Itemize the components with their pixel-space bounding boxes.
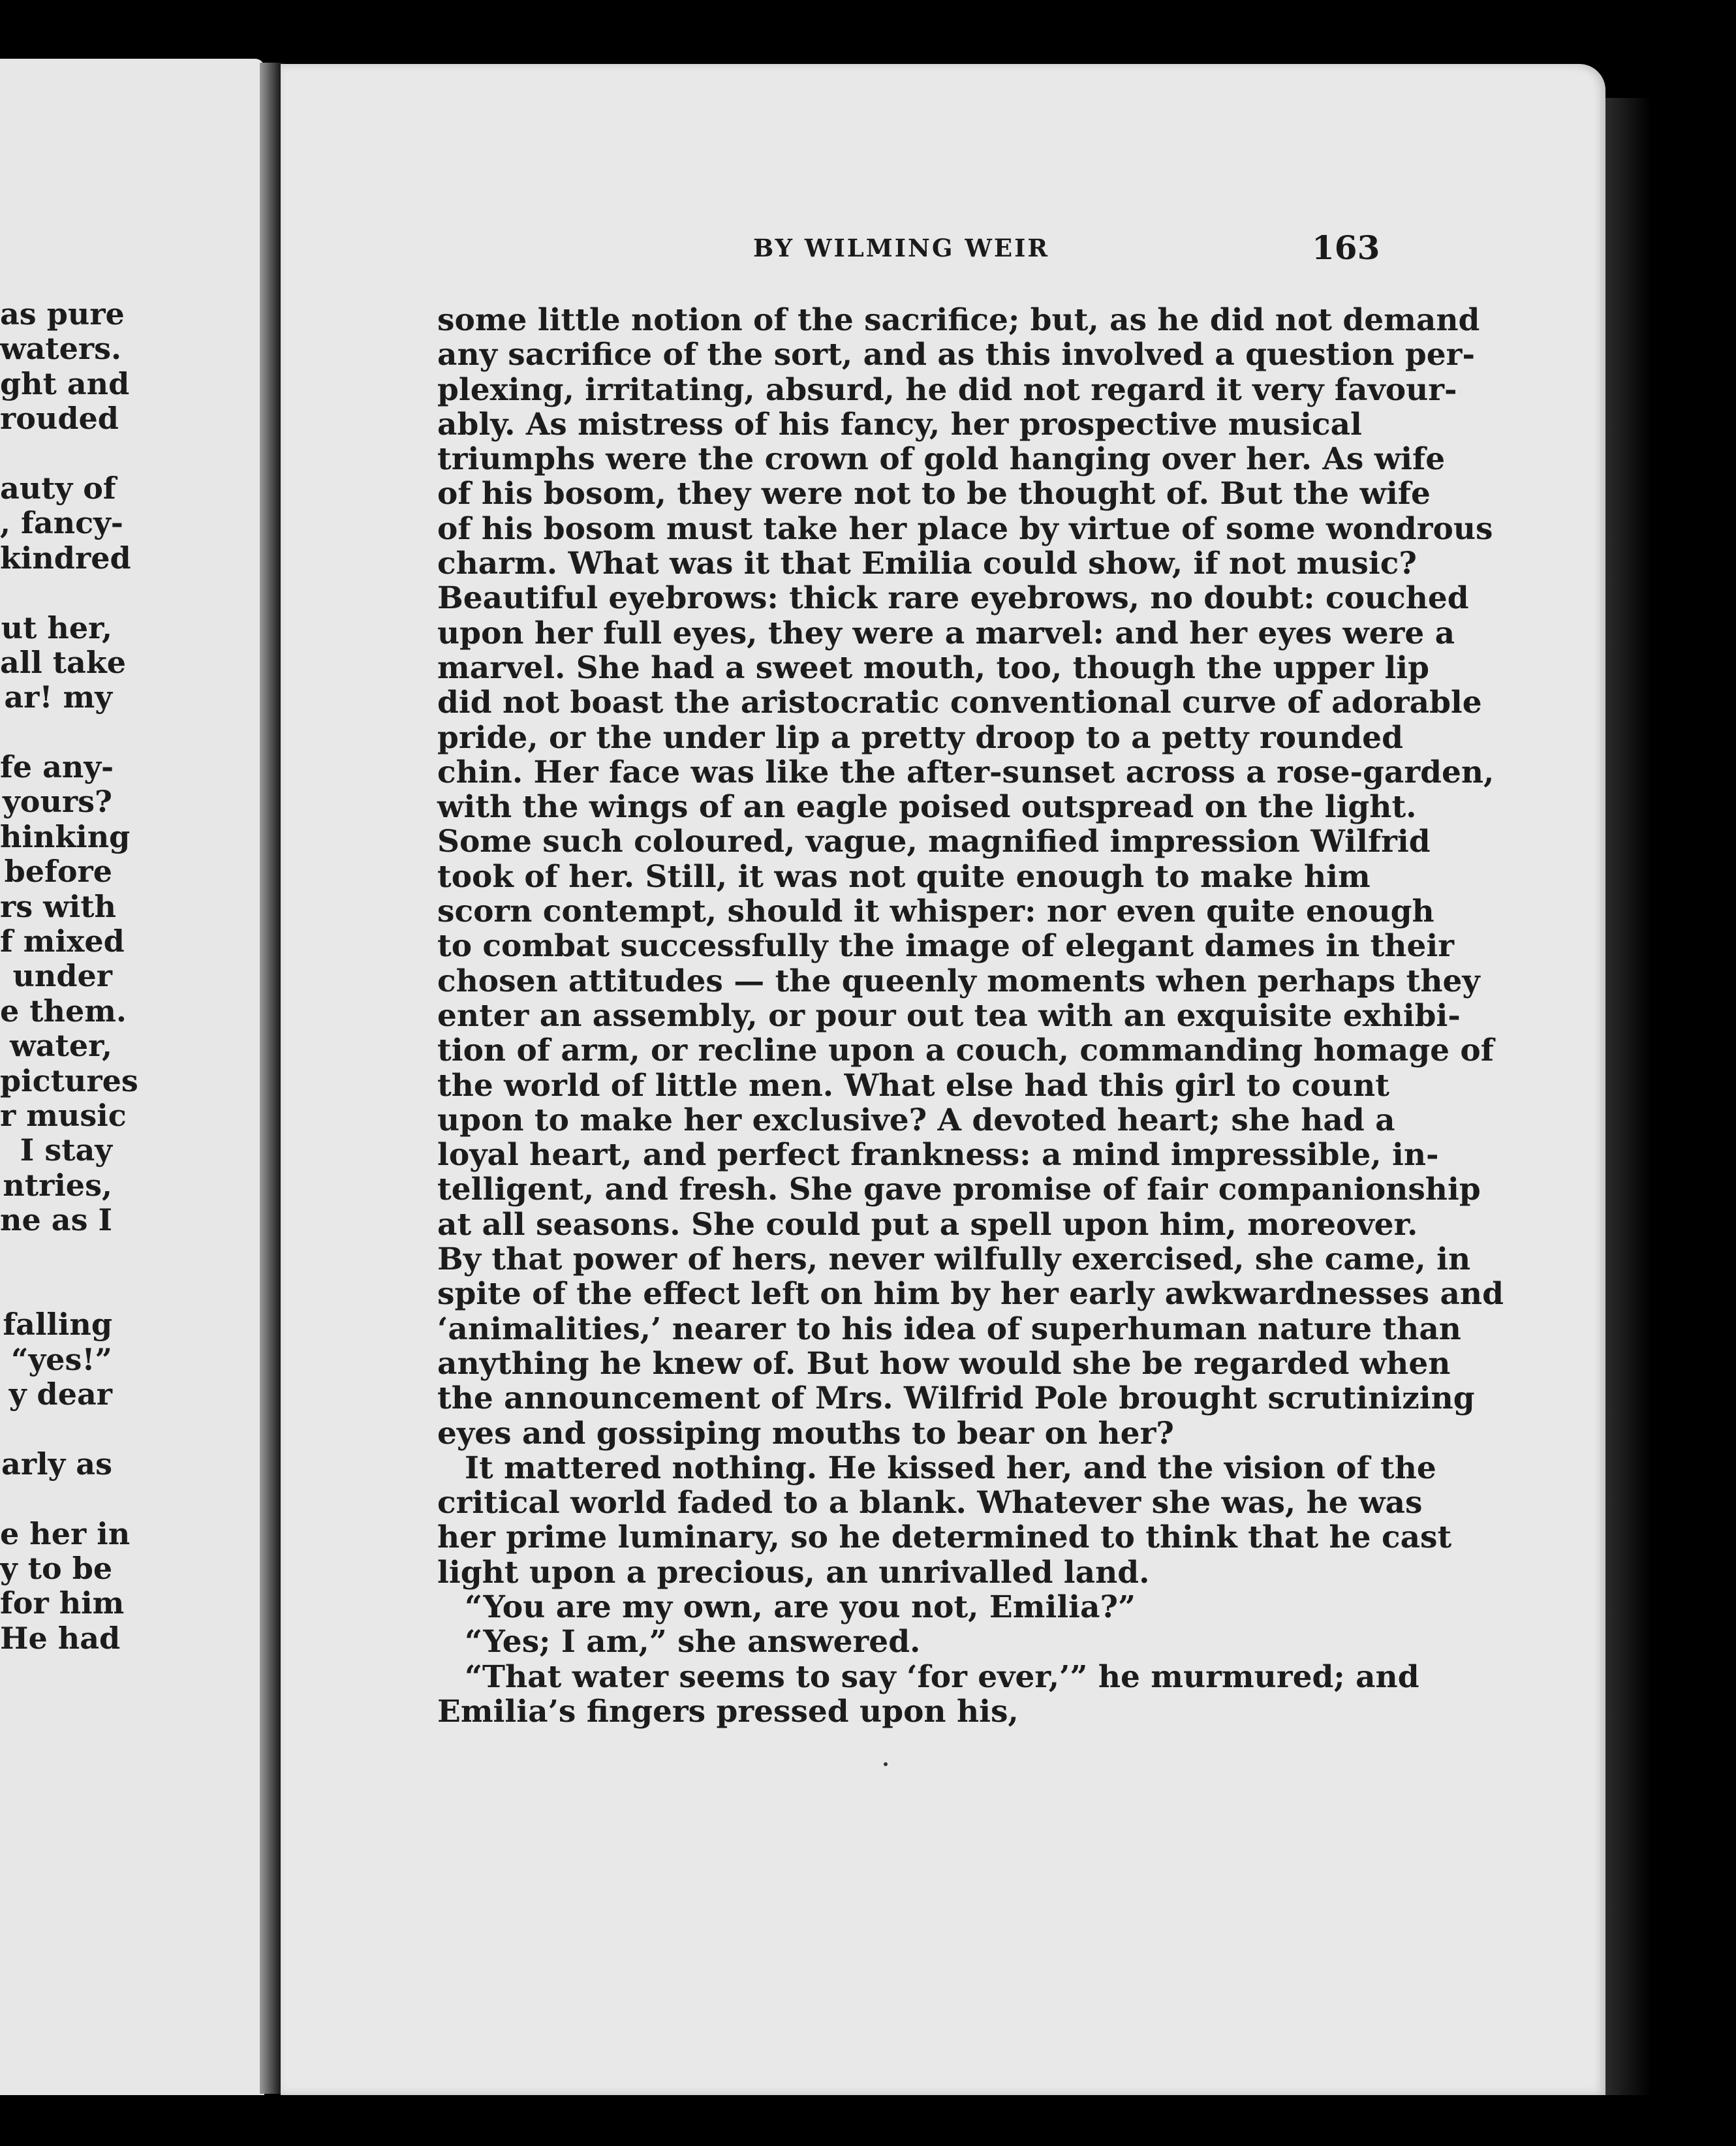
text-line: ably. As mistress of his fancy, her prospective musical [437,406,1362,443]
left-page-line: all take [0,644,126,680]
left-page-line: auty of [0,470,116,506]
left-page-line: ght and [0,365,130,401]
text-line: ‘animalities,’ nearer to his idea of superhuman nature than [437,1311,1461,1347]
left-page-line: pictures [0,1063,138,1098]
text-line: plexing, irritating, absurd, he did not regard it very favour- [437,371,1457,408]
left-page-line: water, [10,1028,112,1064]
text-line: Some such coloured, vague, magnified impression Wilfrid [437,824,1431,860]
text-line: marvel. She had a sweet mouth, too, though the upper lip [437,649,1430,686]
text-line: anything he knew of. But how would she be regarded when [437,1345,1451,1382]
text-line: triumphs were the crown of gold hanging over her. As wife [437,441,1446,478]
left-page-line: kindred [0,540,131,576]
text-line: critical world faded to a blank. Whatever she was, he was [437,1485,1423,1521]
left-page-line: He had [0,1620,121,1656]
left-page-line: y to be [0,1551,113,1587]
left-page-line: I stay [20,1132,112,1168]
text-line: enter an assembly, or pour out tea with an exquisite exhibi- [437,997,1461,1034]
text-line: loyal heart, and perfect frankness: a mind impressible, in- [437,1137,1439,1174]
left-page-line [0,1412,112,1447]
left-page-line: f mixed [0,924,125,959]
page-number: 163 [1312,228,1380,267]
left-page-line: ntries, [3,1167,112,1203]
text-line: her prime luminary, so he determined to think that he cast [437,1519,1452,1556]
text-line: telligent, and fresh. She gave promise of fair companionship [437,1172,1481,1208]
text-line: the announcement of Mrs. Wilfrid Pole brought scrutinizing [437,1380,1475,1417]
left-page-line: as pure [0,296,125,332]
left-page-line: arly as [1,1446,112,1482]
body-text [437,302,1504,1730]
left-page-line: rouded [0,401,119,437]
left-page-line: under [12,958,112,994]
text-line: chosen attitudes — the queenly moments when perhaps they [437,963,1480,999]
left-page-line [0,1482,112,1516]
text-line: eyes and gossiping mouths to bear on her? [437,1415,1174,1452]
text-line: upon her full eyes, they were a marvel: and her eyes were a [437,615,1455,651]
text-line: tion of arm, or recline upon a couch, commanding homage of [437,1033,1494,1069]
left-page-line: , fancy- [0,505,123,541]
text-line: took of her. Still, it was not quite enough to make him [437,858,1371,895]
left-page-line [0,576,112,610]
text-line: spite of the effect left on him by her early awkwardnesses and [437,1276,1504,1313]
text-line: of his bosom, they were not to be thought of. But the wife [437,476,1431,512]
text-line: some little notion of the sacrifice; but, as he did not demand [437,302,1480,338]
left-page-line: yours? [3,784,112,820]
text-line: pride, or the under lip a pretty droop to a petty rounded [437,719,1403,756]
left-page-line [0,437,112,471]
left-page-line [0,1273,112,1307]
running-head: BY WILMING WEIR [753,234,1050,262]
text-line: to combat successfully the image of elegant dames in their [437,928,1454,965]
text-line: of his bosom must take her place by virtue of some wondrous [437,510,1493,547]
text-line: light upon a precious, an unrivalled land. [437,1554,1150,1591]
text-line: chin. Her face was like the after-sunset across a rose-garden, [437,754,1495,790]
left-page-line [0,1238,112,1273]
text-line: at all seasons. She could put a spell upon him, moreover. [437,1206,1418,1243]
left-page-line: hinking [0,818,131,854]
left-page-line: “yes!” [10,1341,112,1377]
text-line: the world of little men. What else had this girl to count [437,1067,1390,1104]
left-page-line: ar! my [4,679,112,715]
text-line: with the wings of an eagle poised outspread on the light. [437,789,1417,826]
left-page-line: before [4,854,112,890]
text-line: scorn contempt, should it whisper: nor even quite enough [437,894,1434,930]
text-line: upon to make her exclusive? A devoted heart; she had a [437,1102,1395,1138]
left-page-line: waters. [0,331,122,367]
left-page-line: rs with [0,888,116,924]
print-speck [884,1762,888,1766]
left-page-line: falling [3,1307,112,1343]
text-line: Emilia’s fingers pressed upon his, [437,1693,1019,1730]
text-line: “That water seems to say ‘for ever,’” he murmured; and [465,1658,1419,1695]
left-page-line: e them. [0,993,127,1029]
text-line: did not boast the aristocratic conventional curve of adorable [437,685,1482,721]
left-page-line: y dear [8,1376,112,1412]
left-page-line: e her in [0,1516,131,1551]
left-page-line: ne as I [0,1202,112,1238]
left-page-line: ut her, [1,610,112,645]
left-page-line: r music [0,1097,127,1133]
left-page-line: for him [0,1585,125,1621]
text-line: “You are my own, are you not, Emilia?” [465,1589,1136,1625]
text-line: By that power of hers, never wilfully exercised, she came, in [437,1241,1471,1278]
left-page-line [0,715,112,750]
text-line: It mattered nothing. He kissed her, and the vision of the [465,1450,1436,1486]
text-line: charm. What was it that Emilia could show, if not music? [437,546,1417,582]
left-page-line: fe any- [0,749,114,785]
left-page-text [0,296,138,1656]
text-line: “Yes; I am,” she answered. [465,1624,921,1660]
text-line: Beautiful eyebrows: thick rare eyebrows, no doubt: couched [437,580,1469,617]
page-edge-shadow [1605,98,1651,2095]
text-line: any sacrifice of the sort, and as this involved a question per- [437,337,1475,373]
